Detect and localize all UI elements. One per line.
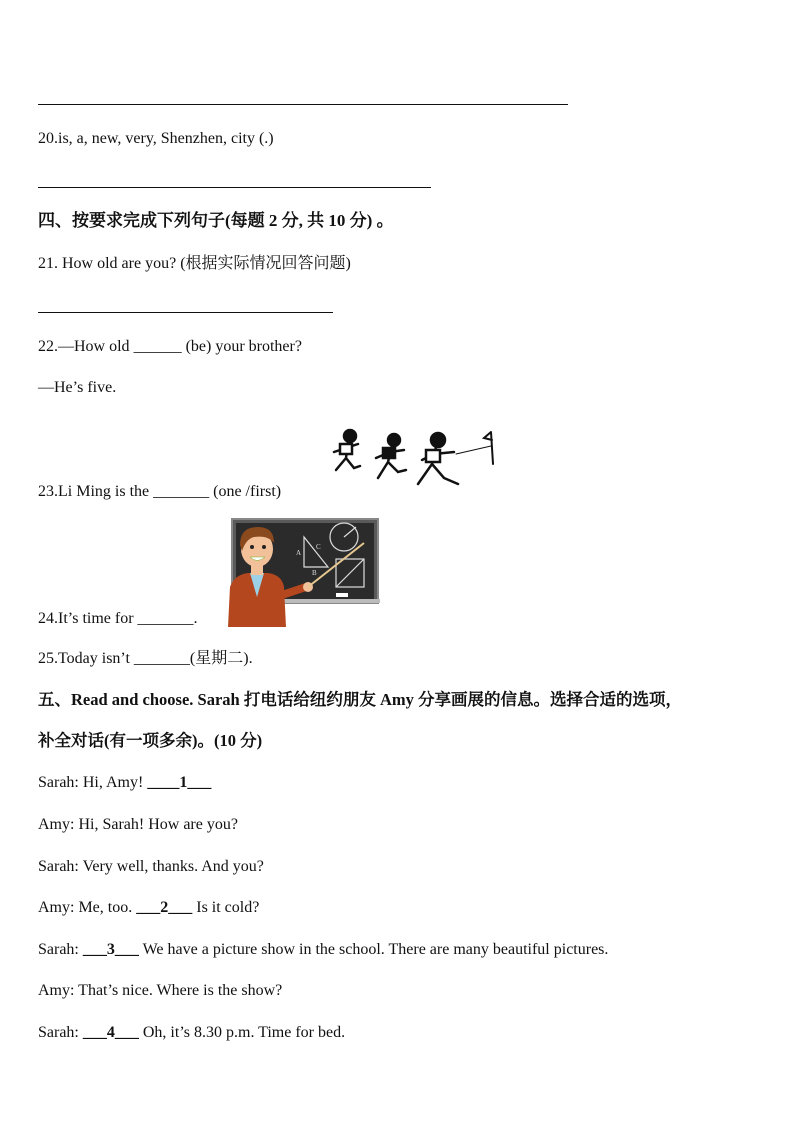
q25-suffix: (星期二). — [189, 650, 253, 667]
question-21: 21. How old are you? (根据实际情况回答问题) — [38, 255, 351, 272]
question-20: 20.is, a, new, very, Shenzhen, city (.) — [38, 130, 274, 147]
dialogue-text: That’s nice. Where is the show? — [78, 982, 283, 999]
question-24 — [38, 609, 198, 629]
q22-blank[interactable]: ______ — [133, 338, 182, 355]
dialogue-text-after: Is it cold? — [196, 899, 260, 916]
speaker: Amy: — [38, 899, 75, 916]
dialogue-line-2 — [38, 815, 238, 835]
speaker: Amy: — [38, 982, 75, 999]
section-4-heading: 四、按要求完成下列句子(每题 2 分, 共 10 分) 。 — [38, 211, 394, 230]
speaker: Amy: — [38, 816, 75, 833]
dialogue-blank-4[interactable]: ___4___ — [82, 1024, 139, 1041]
dialogue-line-3 — [38, 857, 264, 877]
dialogue-blank-3[interactable]: ___3___ — [82, 941, 139, 958]
dialogue-line-7 — [38, 1023, 345, 1043]
dialogue-text-after: We have a picture show in the school. There are many beautiful pictures. — [142, 941, 609, 958]
q22-answer: —He’s five. — [38, 379, 117, 396]
dialogue-blank-1[interactable]: ____1___ — [147, 774, 212, 791]
section-5-heading-line-1: 五、Read and choose. Sarah 打电话给纽约朋友 Amy 分享画展的信息。选择合适的选项， — [38, 690, 682, 709]
speaker: Sarah: — [38, 1024, 79, 1041]
speaker: Sarah: — [38, 774, 79, 791]
dialogue-text: Me, too. — [78, 899, 133, 916]
dialogue-text: Very well, thanks. And you? — [82, 858, 264, 875]
dialogue-line-5 — [38, 940, 608, 960]
svg-text:B: B — [312, 569, 317, 577]
dialogue-line-1 — [38, 773, 211, 793]
q22-suffix: (be) your brother? — [185, 338, 302, 355]
question-25 — [38, 649, 253, 669]
svg-text:A: A — [296, 549, 302, 557]
answer-line-21[interactable] — [38, 312, 333, 313]
answer-line-19[interactable] — [38, 104, 568, 105]
q22-prefix: 22.—How old — [38, 338, 130, 355]
dialogue-line-4 — [38, 898, 259, 918]
q24-prefix: 24.It’s time for — [38, 610, 134, 627]
question-22 — [38, 337, 302, 357]
q24-blank[interactable]: _______ — [137, 610, 194, 627]
dialogue-blank-2[interactable]: ___2___ — [136, 899, 193, 916]
dialogue-text: Hi, Amy! — [82, 774, 144, 791]
q23-prefix: 23.Li Ming is the — [38, 483, 150, 500]
speaker: Sarah: — [38, 858, 79, 875]
q24-suffix: . — [193, 610, 198, 627]
running-race-picture — [326, 424, 501, 494]
svg-text:C: C — [316, 543, 321, 551]
dialogue-line-6 — [38, 981, 282, 1001]
dialogue-text: Hi, Sarah! How are you? — [78, 816, 238, 833]
q25-prefix: 25.Today isn’t — [38, 650, 130, 667]
q23-blank[interactable]: _______ — [153, 483, 210, 500]
q23-suffix: (one /first) — [213, 483, 282, 500]
speaker: Sarah: — [38, 941, 79, 958]
question-23 — [38, 482, 281, 502]
answer-line-20[interactable] — [38, 187, 431, 188]
section-5-heading-line-2: 补全对话(有一项多余)。(10 分) — [38, 731, 263, 750]
teacher-blackboard-picture — [224, 517, 380, 627]
q25-blank[interactable]: _______ — [133, 650, 190, 667]
dialogue-text-after: Oh, it’s 8.30 p.m. Time for bed. — [142, 1024, 346, 1041]
